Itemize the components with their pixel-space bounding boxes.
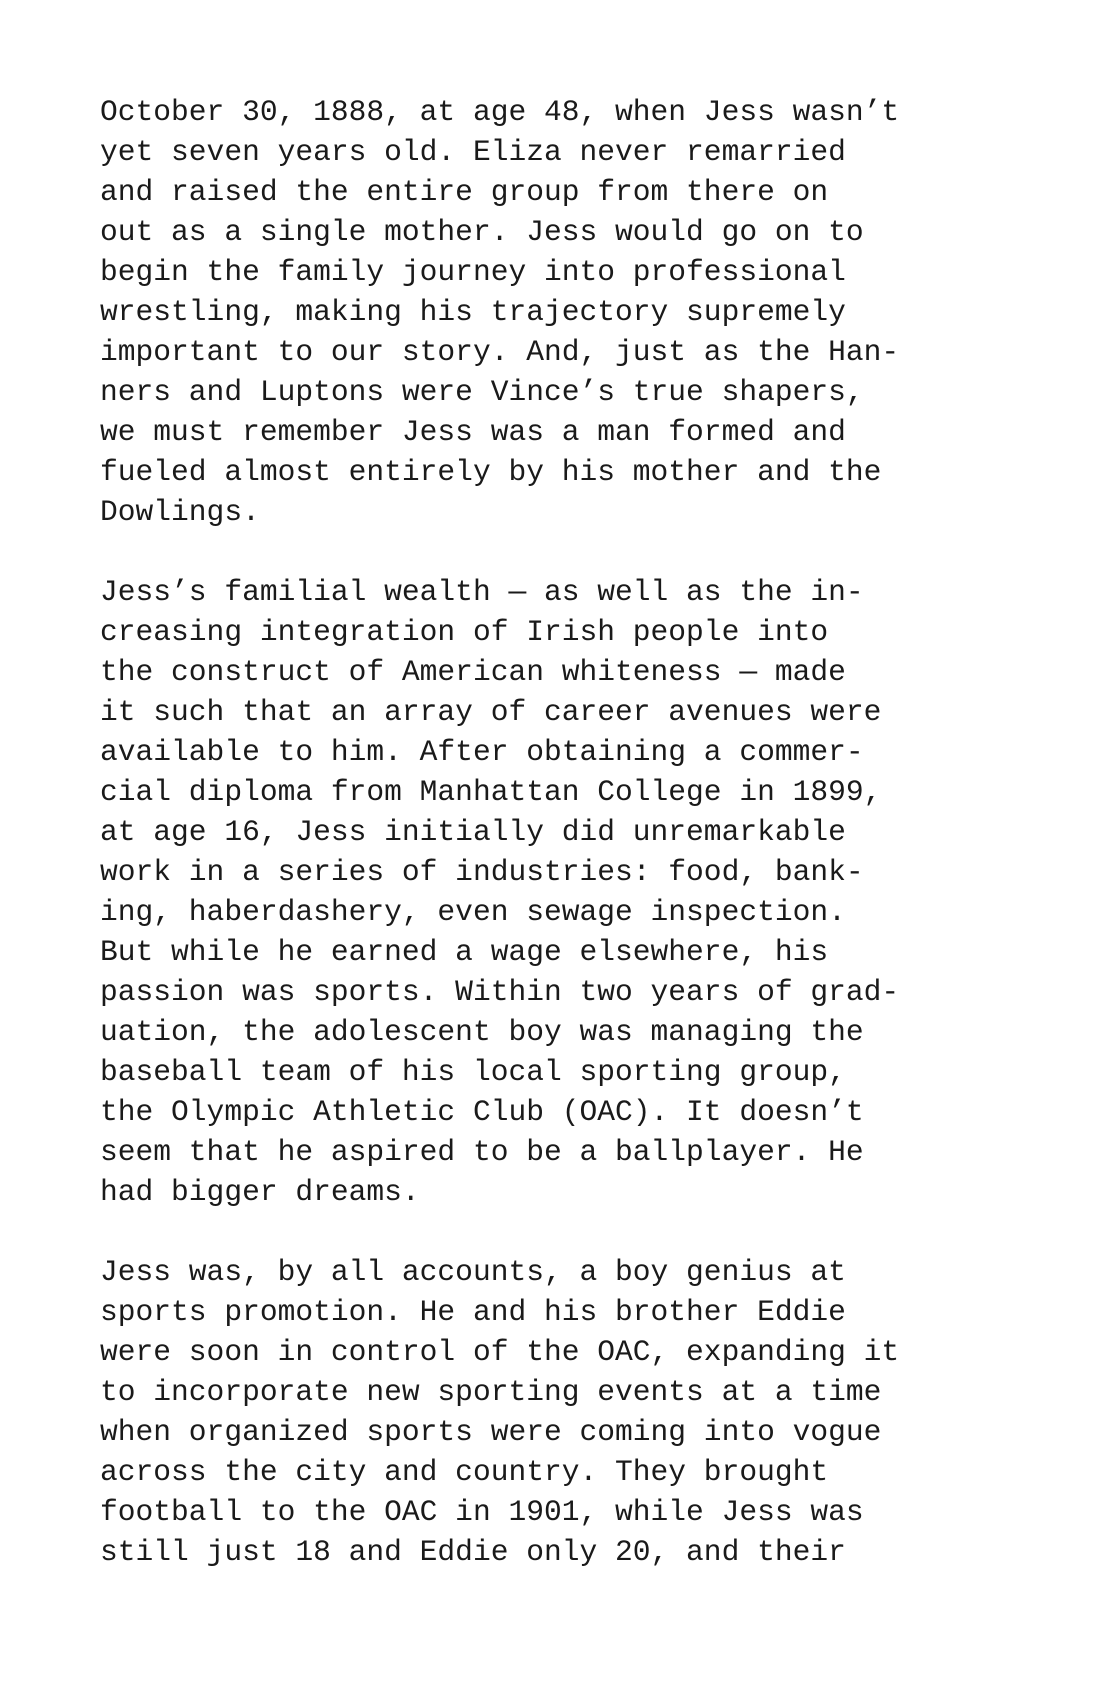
text-line: across the city and country. They brought — [100, 1455, 829, 1489]
text-line: Dowlings. — [100, 495, 260, 529]
text-line: October 30, 1888, at age 48, when Jess wasn’t — [100, 95, 900, 129]
text-line: the construct of American whiteness — made — [100, 655, 846, 689]
text-line: when organized sports were coming into vogue — [100, 1415, 882, 1449]
text-line: and raised the entire group from there on — [100, 175, 829, 209]
text-line: sports promotion. He and his brother Eddie — [100, 1295, 846, 1329]
text-line: we must remember Jess was a man formed and — [100, 415, 846, 449]
text-line: out as a single mother. Jess would go on to — [100, 215, 864, 249]
text-line: important to our story. And, just as the Han- — [100, 335, 900, 369]
text-line: wrestling, making his trajectory supremely — [100, 295, 846, 329]
text-line: had bigger dreams. — [100, 1175, 420, 1209]
text-line: it such that an array of career avenues were — [100, 695, 882, 729]
paragraph — [100, 92, 1040, 532]
text-line: the Olympic Athletic Club (OAC). It doesn’t — [100, 1095, 864, 1129]
text-line: passion was sports. Within two years of grad- — [100, 975, 900, 1009]
text-line: cial diploma from Manhattan College in 1899, — [100, 775, 882, 809]
text-line: still just 18 and Eddie only 20, and their — [100, 1535, 846, 1569]
text-line: fueled almost entirely by his mother and the — [100, 455, 882, 489]
text-line: ing, haberdashery, even sewage inspection. — [100, 895, 846, 929]
text-line: creasing integration of Irish people into — [100, 615, 829, 649]
text-line: to incorporate new sporting events at a time — [100, 1375, 882, 1409]
text-line: were soon in control of the OAC, expanding it — [100, 1335, 900, 1369]
text-line: available to him. After obtaining a commer- — [100, 735, 864, 769]
text-line: seem that he aspired to be a ballplayer. He — [100, 1135, 864, 1169]
text-line: at age 16, Jess initially did unremarkable — [100, 815, 846, 849]
text-line: yet seven years old. Eliza never remarried — [100, 135, 846, 169]
text-line: football to the OAC in 1901, while Jess was — [100, 1495, 864, 1529]
text-line: uation, the adolescent boy was managing the — [100, 1015, 864, 1049]
text-line: But while he earned a wage elsewhere, his — [100, 935, 829, 969]
text-line: baseball team of his local sporting group, — [100, 1055, 846, 1089]
text-line: Jess was, by all accounts, a boy genius at — [100, 1255, 846, 1289]
text-line: Jess’s familial wealth — as well as the in- — [100, 575, 864, 609]
text-line: ners and Luptons were Vince’s true shapers, — [100, 375, 864, 409]
text-line: work in a series of industries: food, bank- — [100, 855, 864, 889]
paragraph — [100, 572, 1040, 1212]
text-line: begin the family journey into professional — [100, 255, 846, 289]
paragraph — [100, 1252, 1040, 1572]
document-page — [100, 92, 1040, 1572]
